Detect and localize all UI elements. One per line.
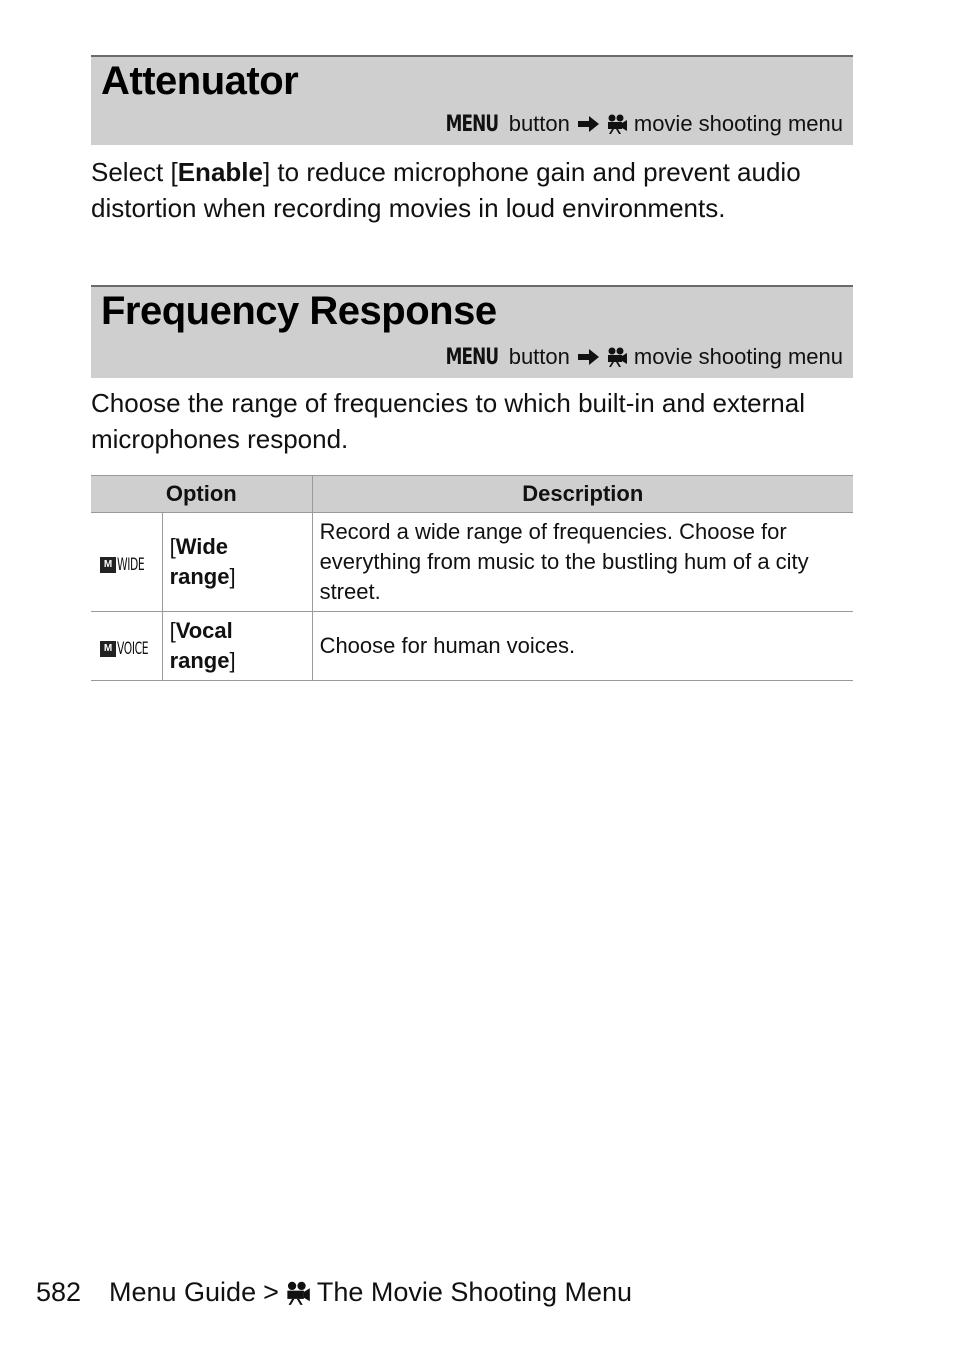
voice-icon-text: VOICE	[117, 638, 149, 659]
footer-guide-link: Menu Guide	[109, 1277, 257, 1307]
attenuator-title: Attenuator	[101, 59, 299, 103]
button-word: button	[508, 111, 570, 136]
vocal-range-icon: M VOICE	[91, 612, 162, 681]
breadcrumb-separator: >	[263, 1277, 279, 1307]
frequency-header	[91, 285, 853, 378]
menu-button-label: MENU	[445, 344, 499, 370]
button-word: button	[508, 344, 570, 369]
movie-camera-icon	[606, 114, 628, 134]
column-header-option: Option	[91, 476, 312, 513]
table-row	[91, 612, 853, 681]
movie-camera-icon	[285, 1281, 311, 1305]
frequency-title: Frequency Response	[101, 289, 497, 333]
option-name-vocal-range: [Vocal range]	[162, 612, 312, 681]
frequency-description: Choose the range of frequencies to which built-in and external microphones respond.	[91, 388, 805, 454]
arrow-right-icon	[576, 348, 600, 366]
attenuator-menu-path	[441, 111, 843, 137]
movie-camera-icon	[606, 347, 628, 367]
attenuator-option-enable: Enable	[177, 157, 263, 187]
menu-button-label: MENU	[445, 111, 499, 137]
attenuator-header	[91, 55, 853, 145]
menu-name: movie shooting menu	[633, 344, 843, 369]
attenuator-description	[91, 154, 851, 226]
footer-section-title: The Movie Shooting Menu	[316, 1277, 633, 1307]
page-number: 582	[36, 1277, 82, 1307]
page-footer	[36, 1277, 632, 1308]
wide-range-icon: M WIDE	[91, 513, 162, 612]
column-header-description: Description	[312, 476, 853, 513]
option-name-wide-range: [Wide range]	[162, 513, 312, 612]
frequency-menu-path	[441, 344, 843, 370]
option-description: Record a wide range of frequencies. Choose for everything from music to the bustling hum of a city street.	[312, 513, 853, 612]
options-table	[91, 475, 853, 681]
table-row	[91, 513, 853, 612]
attenuator-text-post: ] to reduce microphone gain and prevent audio distortion when recording movies in loud environments.	[91, 157, 801, 223]
table-header-row	[91, 476, 853, 513]
arrow-right-icon	[576, 115, 600, 133]
option-description: Choose for human voices.	[312, 612, 853, 681]
wide-icon-text: WIDE	[117, 554, 145, 575]
menu-name: movie shooting menu	[633, 111, 843, 136]
attenuator-text-pre: Select [	[91, 157, 178, 187]
